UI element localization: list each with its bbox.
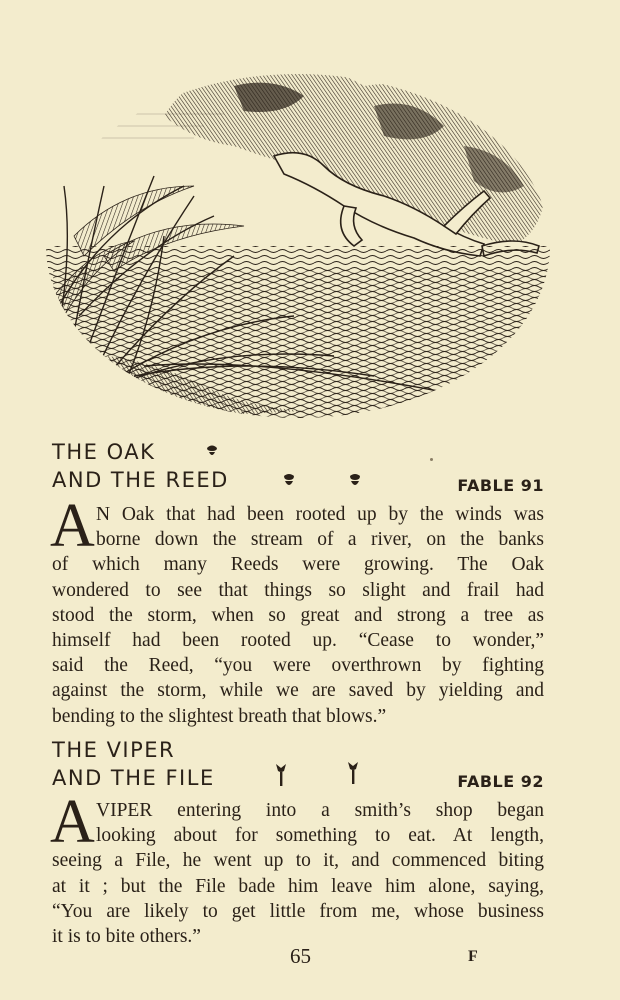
- fable-91-dropcap: A: [50, 492, 95, 560]
- fable-92-line: it is to bite others.”: [52, 926, 201, 948]
- file-ornament-icon: [274, 762, 288, 788]
- fable-92-title-text-2: AND THE FILE: [52, 766, 215, 790]
- fable-91-label: FABLE 91: [457, 476, 544, 495]
- fable-91-title-line-2: [52, 468, 229, 492]
- fable-91-title-text-2: AND THE REED: [52, 468, 229, 492]
- fable-92-body: [50, 788, 544, 949]
- fable-92-line: “You are likely to get little from me, whose business: [52, 900, 544, 922]
- fable-91-line: against the storm, while we are saved by yielding and: [52, 680, 544, 702]
- fable-92-line: at it ; but the File bade him leave him alone, saying,: [52, 875, 544, 897]
- fable-91-line: wondered to see that things so slight and frail had: [52, 579, 544, 601]
- fable-92-line: seeing a File, he went up to it, and commenced biting: [52, 850, 544, 872]
- fable-91-line: himself had been rooted up. “Cease to wonder,”: [52, 630, 544, 652]
- fable-91-line: N Oak that had been rooted up by the winds was: [96, 504, 544, 525]
- fable-91-body: [50, 492, 544, 729]
- oak-and-reed-engraving: [44, 56, 552, 424]
- fable-91-line: said the Reed, “you were overthrown by fighting: [52, 655, 544, 677]
- fable-92-title-line-2: [52, 766, 215, 790]
- fable-91-line: stood the storm, when so great and strong a tree as: [52, 604, 544, 626]
- fable-92-title-line-1: [52, 738, 175, 762]
- file-ornament-icon: [346, 760, 360, 786]
- page-number: 65: [290, 944, 311, 968]
- fable-92-line: looking about for something to eat. At length,: [96, 825, 544, 847]
- ink-speck: [430, 458, 433, 461]
- fable-91-line: bending to the slightest breath that blows.”: [52, 705, 387, 727]
- signature-mark: F: [468, 948, 478, 965]
- leaf-ornament-icon: [348, 473, 362, 489]
- fable-91-line: of which many Reeds were growing. The Oak: [52, 554, 544, 576]
- leaf-ornament-icon: [282, 473, 296, 489]
- fable-92-dropcap: A: [50, 788, 95, 856]
- fable-92-title-text-1: THE VIPER: [52, 738, 176, 762]
- fable-92-label: FABLE 92: [457, 772, 544, 791]
- fable-91-title-line-1: [52, 440, 155, 464]
- acorn-ornament-icon: [206, 444, 218, 460]
- fable-91-line: borne down the stream of a river, on the banks: [96, 529, 544, 551]
- fable-92-line: VIPER entering into a smith’s shop began: [96, 800, 544, 821]
- fable-91-title-text-1: THE OAK: [52, 440, 156, 464]
